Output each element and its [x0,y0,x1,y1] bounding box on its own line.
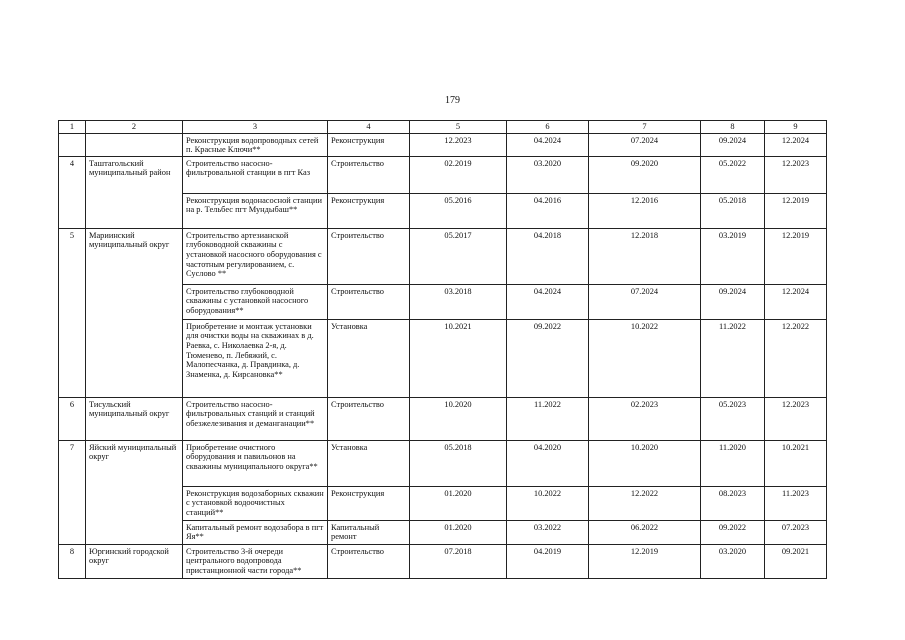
date-cell: 07.2018 [410,544,507,578]
table-body [59,133,827,578]
date-cell: 05.2018 [701,193,765,228]
date-cell: 04.2020 [507,440,589,486]
date-cell: 12.2024 [765,133,827,156]
date-cell: 12.2016 [589,193,701,228]
date-cell: 12.2019 [589,544,701,578]
municipality-cell: Яйский муниципальный округ [86,440,183,544]
object-cell: Приобретение очистного оборудования и павильонов на скважины муниципального округа** [183,440,328,486]
date-cell: 12.2019 [765,193,827,228]
page-number: 179 [445,95,460,106]
date-cell: 09.2020 [589,156,701,193]
work-type-cell: Установка [328,440,410,486]
date-cell: 03.2020 [507,156,589,193]
work-type-cell: Реконструкция [328,486,410,520]
date-cell: 02.2023 [589,397,701,440]
work-type-cell: Строительство [328,284,410,319]
work-type-cell: Строительство [328,397,410,440]
column-header-1: 1 [59,121,86,134]
date-cell: 07.2023 [765,520,827,544]
date-cell: 04.2024 [507,133,589,156]
work-type-cell: Капитальный ремонт [328,520,410,544]
column-header-9: 9 [765,121,827,134]
date-cell: 08.2023 [701,486,765,520]
date-cell: 02.2019 [410,156,507,193]
date-cell: 03.2019 [701,228,765,284]
object-cell: Строительство насосно-фильтровальных станций и станций обезжелезивания и деманганации** [183,397,328,440]
date-cell: 12.2018 [589,228,701,284]
date-cell: 09.2021 [765,544,827,578]
work-type-cell: Строительство [328,544,410,578]
object-cell: Реконструкция водонасосной станции на р. Тельбес пгт Мундыбаш** [183,193,328,228]
work-type-cell: Реконструкция [328,133,410,156]
column-header-2: 2 [86,121,183,134]
date-cell: 03.2022 [507,520,589,544]
date-cell: 05.2023 [701,397,765,440]
date-cell: 05.2017 [410,228,507,284]
row-number: 5 [59,228,86,397]
object-cell: Строительство насосно-фильтровальной станции в пгт Каз [183,156,328,193]
object-cell: Капитальный ремонт водозабора в пгт Яя** [183,520,328,544]
date-cell: 12.2023 [765,397,827,440]
municipality-cell: Таштагольский муниципальный район [86,156,183,228]
date-cell: 10.2022 [507,486,589,520]
municipality-cell: Мариинский муниципальный округ [86,228,183,397]
date-cell: 03.2020 [701,544,765,578]
date-cell: 01.2020 [410,520,507,544]
object-cell: Строительство 3-й очереди центрального водопровода пристанционной части города** [183,544,328,578]
row-number: 4 [59,156,86,228]
date-cell: 11.2023 [765,486,827,520]
column-header-5: 5 [410,121,507,134]
date-cell: 10.2021 [410,319,507,397]
row-number [59,133,86,156]
column-header-4: 4 [328,121,410,134]
table-row [59,156,827,193]
municipality-cell: Юргинский городской округ [86,544,183,578]
column-header-8: 8 [701,121,765,134]
municipality-cell: Тисульский муниципальный округ [86,397,183,440]
date-cell: 12.2022 [765,319,827,397]
object-cell: Строительство глубоководной скважины с установкой насосного оборудования** [183,284,328,319]
date-cell: 04.2018 [507,228,589,284]
date-cell: 07.2024 [589,284,701,319]
date-cell: 12.2022 [589,486,701,520]
date-cell: 03.2018 [410,284,507,319]
work-type-cell: Строительство [328,156,410,193]
date-cell: 09.2022 [507,319,589,397]
date-cell: 10.2021 [765,440,827,486]
table-row [59,397,827,440]
work-type-cell: Реконструкция [328,193,410,228]
date-cell: 09.2022 [701,520,765,544]
date-cell: 05.2018 [410,440,507,486]
date-cell: 10.2020 [589,440,701,486]
column-header-7: 7 [589,121,701,134]
date-cell: 10.2022 [589,319,701,397]
date-cell: 04.2016 [507,193,589,228]
column-header-3: 3 [183,121,328,134]
date-cell: 12.2019 [765,228,827,284]
object-cell: Строительство артезианской глубоководной скважины с установкой насосного оборудования с частотным регулированием, с. Суслово ** [183,228,328,284]
date-cell: 09.2024 [701,133,765,156]
date-cell: 06.2022 [589,520,701,544]
date-cell: 12.2023 [765,156,827,193]
date-cell: 11.2020 [701,440,765,486]
date-cell: 05.2016 [410,193,507,228]
date-cell: 09.2024 [701,284,765,319]
date-cell: 10.2020 [410,397,507,440]
table-row [59,544,827,578]
row-number: 7 [59,440,86,544]
table-row [59,440,827,486]
table-row [59,133,827,156]
date-cell: 01.2020 [410,486,507,520]
date-cell: 12.2023 [410,133,507,156]
date-cell: 11.2022 [701,319,765,397]
date-cell: 04.2019 [507,544,589,578]
date-cell: 04.2024 [507,284,589,319]
municipality-cell [86,133,183,156]
row-number: 6 [59,397,86,440]
row-number: 8 [59,544,86,578]
object-cell: Приобретение и монтаж установки для очистки воды на скважинах в д. Раевка, с. Николаевка 2-я, д. Тюменево, п. Лебяжий, с. Малопесчанка, д. Правдинка, д. Знаменка, д. Кирсановка** [183,319,328,397]
date-cell: 11.2022 [507,397,589,440]
object-cell: Реконструкция водопроводных сетей п. Красные Ключи** [183,133,328,156]
date-cell: 12.2024 [765,284,827,319]
object-cell: Реконструкция водозаборных скважин с установкой водоочистных станций** [183,486,328,520]
header-row [59,121,827,134]
date-cell: 05.2022 [701,156,765,193]
column-header-6: 6 [507,121,589,134]
date-cell: 07.2024 [589,133,701,156]
work-type-cell: Установка [328,319,410,397]
table-row [59,228,827,284]
schedule-table [58,120,827,579]
work-type-cell: Строительство [328,228,410,284]
